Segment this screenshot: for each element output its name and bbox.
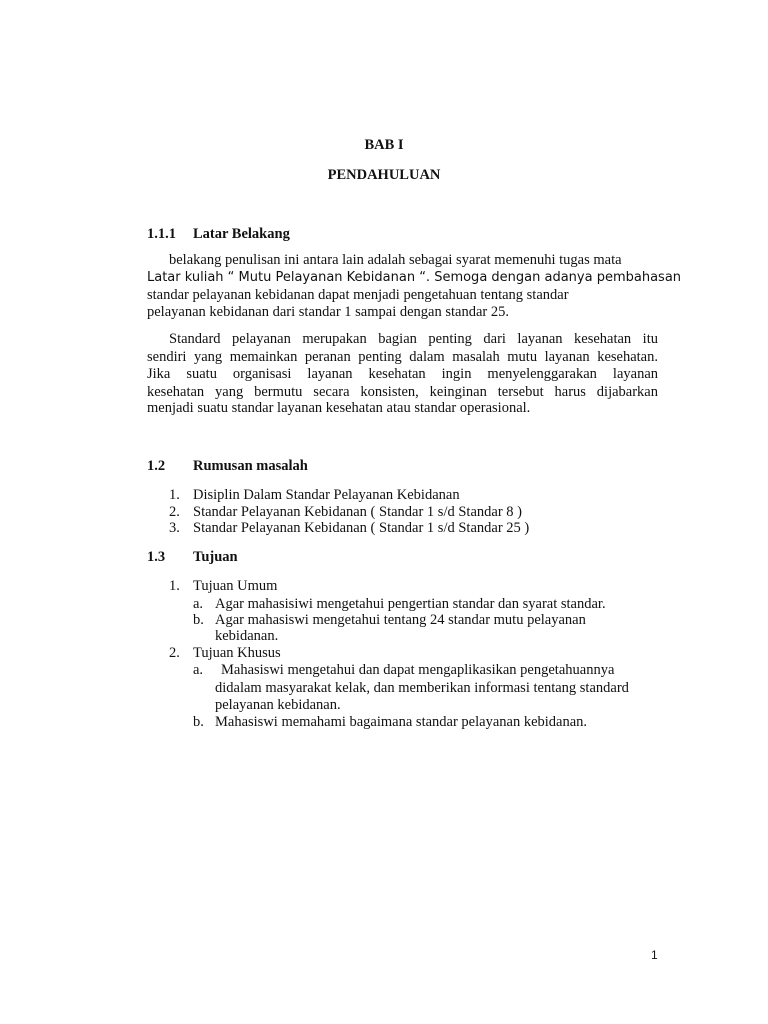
- sublist-item-letter: b.: [193, 612, 204, 628]
- list-item-number: 2.: [169, 504, 180, 520]
- sublist-item-text: didalam masyarakat kelak, dan memberikan informasi tentang standard: [215, 680, 629, 696]
- section-number-1-1-1: 1.1.1: [147, 226, 176, 242]
- list-item-number: 2.: [169, 645, 180, 661]
- list-item-number: 1.: [169, 487, 180, 503]
- sublist-item-text: Mahasiswi mengetahui dan dapat mengaplikasikan pengetahuannya: [221, 662, 615, 678]
- paragraph-line: belakang penulisan ini antara lain adalah sebagai syarat memenuhi tugas mata: [169, 252, 622, 268]
- paragraph-line-mixed: [147, 269, 681, 286]
- sublist-item-text: Agar mahasiswi mengetahui tentang 24 standar mutu pelayanan: [215, 612, 586, 628]
- paragraph-line: menjadi suatu standar layanan kesehatan atau standar operasional.: [147, 400, 531, 416]
- list-item-text: Standar Pelayanan Kebidanan ( Standar 1 s/d Standar 25 ): [193, 520, 530, 536]
- list-item-text: Tujuan Khusus: [193, 645, 281, 661]
- paragraph-line: sendiri yang memainkan peranan penting dalam masalah mutu layanan kesehatan.: [147, 349, 658, 365]
- paragraph-line: Jika suatu organisasi layanan kesehatan ingin menyelenggarakan layanan: [147, 366, 658, 382]
- sublist-item-text: kebidanan.: [215, 628, 279, 644]
- section-number-1-3: 1.3: [147, 549, 166, 565]
- section-title-latar-belakang: Latar Belakang: [193, 226, 290, 242]
- chapter-label: BAB I: [364, 137, 404, 153]
- sublist-item-text: Mahasiswi memahami bagaimana standar pelayanan kebidanan.: [215, 714, 588, 730]
- section-title-rumusan-masalah: Rumusan masalah: [193, 458, 308, 474]
- page-number: 1: [651, 948, 658, 962]
- list-item-number: 3.: [169, 520, 180, 536]
- list-item-text: Tujuan Umum: [193, 578, 278, 594]
- sublist-item-text: Agar mahasisiwi mengetahui pengertian standar dan syarat standar.: [215, 596, 606, 612]
- section-number-1-2: 1.2: [147, 458, 166, 474]
- sublist-item-text: pelayanan kebidanan.: [215, 697, 341, 713]
- sublist-item-letter: a.: [193, 662, 204, 678]
- paragraph-line: Standard pelayanan merupakan bagian penting dari layanan kesehatan itu: [169, 331, 658, 347]
- list-item-number: 1.: [169, 578, 180, 594]
- paragraph-line: kesehatan yang bermutu secara konsisten, keinginan tersebut harus dijabarkan: [147, 384, 658, 400]
- chapter-title: PENDAHULUAN: [327, 167, 441, 183]
- section-title-tujuan: Tujuan: [193, 549, 238, 565]
- paragraph-line-text: Latar kuliah “ Mutu Pelayanan Kebidanan “. Semoga dengan adanya pembahasan: [147, 270, 682, 285]
- list-item-text: Standar Pelayanan Kebidanan ( Standar 1 s/d Standar 8 ): [193, 504, 522, 520]
- sublist-item-letter: a.: [193, 596, 204, 612]
- sublist-item-letter: b.: [193, 714, 204, 730]
- paragraph-line: standar pelayanan kebidanan dapat menjadi pengetahuan tentang standar: [147, 287, 569, 303]
- paragraph-line: pelayanan kebidanan dari standar 1 sampai dengan standar 25.: [147, 304, 509, 320]
- list-item-text: Disiplin Dalam Standar Pelayanan Kebidanan: [193, 487, 460, 503]
